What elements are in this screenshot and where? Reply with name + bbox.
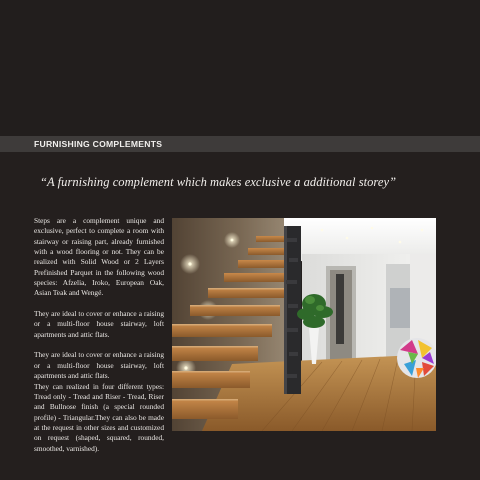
- staircase-photo: [172, 218, 436, 431]
- top-dark-area: [0, 0, 480, 136]
- body-text: [34, 216, 164, 464]
- section-title: FURNISHING COMPLEMENTS: [34, 139, 163, 149]
- staircase-illustration: [172, 218, 436, 431]
- body-paragraph-2: They are ideal to cover or enhance a raising or a multi-floor house stairway, loft apartments and attic flats.: [34, 309, 164, 339]
- body-paragraph-3: They are ideal to cover or enhance a raising or a multi-floor house stairway, loft apartments and attic flats.: [34, 350, 164, 381]
- pull-quote: “A furnishing complement which makes exclusive a additional storey”: [40, 175, 397, 189]
- body-paragraph-4: They can realized in four different types: Tread only - Tread and Riser - Tread, Riser and Bullnose finish (a special rounded profile) - Triangular.They can also be made at the request in other sizes and customized on request (shaped, squared, rounded, smoothed, varnished).: [34, 381, 164, 453]
- body-paragraph-1: Steps are a complement unique and exclusive, perfect to complete a room with stairway or raising part, already furnished with a wood flooring or not. They can be realized with Solid Wood or 2 Layers Prefinished Parquet in the following wood species: Afzelia, Iroko, European Oak, Asian Teak and Wengé.: [34, 216, 164, 298]
